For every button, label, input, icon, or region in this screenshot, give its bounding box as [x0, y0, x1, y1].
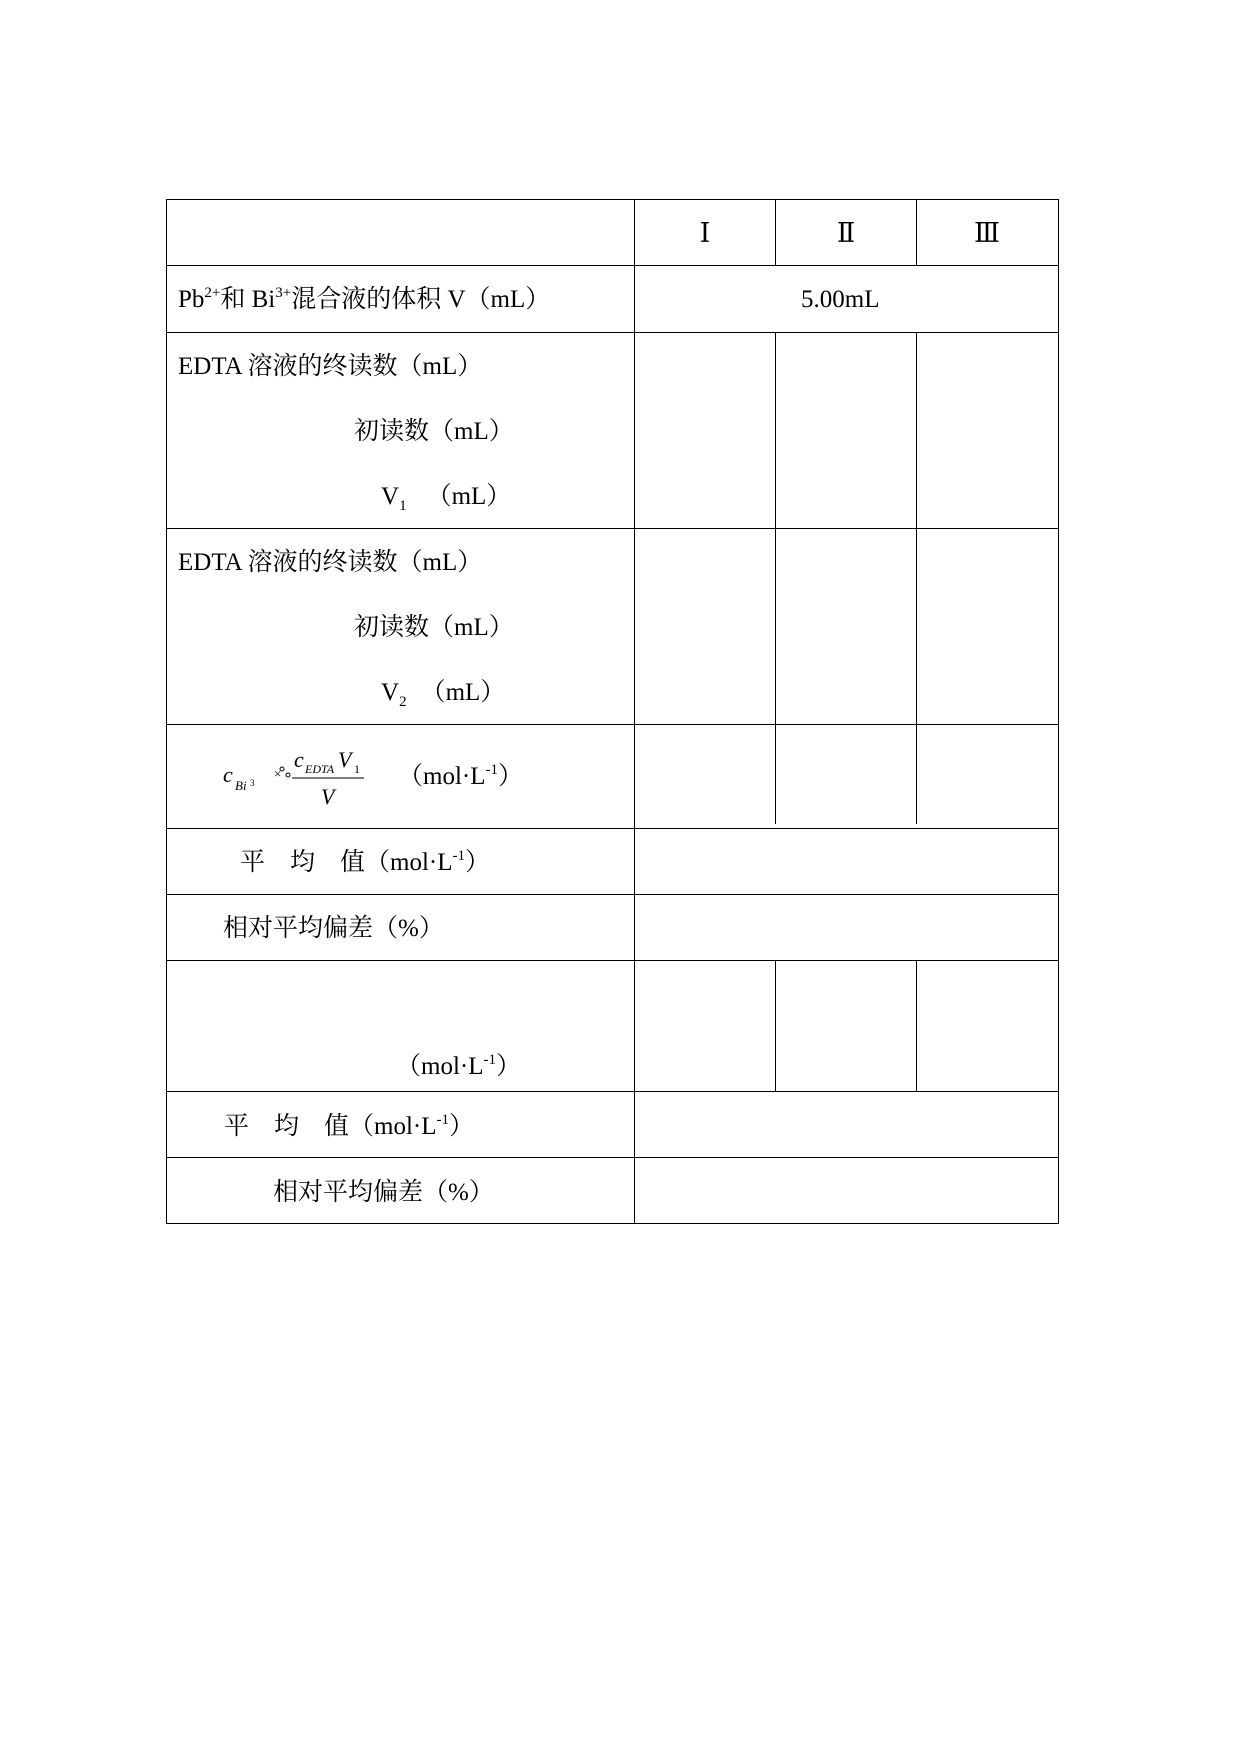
- bi-concentration-unit: [398, 762, 523, 792]
- volume-label-pb: Pb: [178, 286, 205, 313]
- formula-c: c: [223, 762, 233, 787]
- volume-label-rest: 混合液的体积 V（mL）: [291, 286, 551, 313]
- column-header-2: Ⅱ: [836, 218, 856, 248]
- rule-col-3-b: [916, 332, 917, 824]
- rule-row-5: [166, 828, 1059, 829]
- rule-col-2-c: [775, 960, 776, 1091]
- formula-numerator-sub: EDTA: [305, 762, 335, 776]
- rule-row-7: [166, 960, 1059, 961]
- rule-row-6: [166, 894, 1059, 895]
- formula-operator-dot-2: [286, 773, 290, 777]
- pb-concentration-unit-sup: -1: [483, 1052, 496, 1068]
- rule-row-4: [166, 724, 1059, 725]
- titration-2-unit: （mL）: [420, 679, 506, 706]
- average-1-sup: -1: [452, 848, 465, 864]
- rule-col-2-a: [775, 199, 776, 265]
- rule-row-3: [166, 528, 1059, 529]
- rule-col-2-b: [775, 332, 776, 824]
- rule-top: [166, 199, 1059, 200]
- formula-numerator-v: V: [338, 747, 352, 772]
- volume-label-and: 和 Bi: [220, 286, 276, 313]
- titration-1-final-label: EDTA 溶液的终读数（mL）: [178, 353, 483, 380]
- average-2-label: [224, 1112, 474, 1142]
- rule-right: [1058, 199, 1059, 1224]
- average-2-close: ）: [449, 1113, 475, 1140]
- rule-label-divider: [634, 199, 635, 1224]
- formula-c-sub: Bi: [235, 778, 247, 793]
- volume-value: 5.00mL: [801, 286, 880, 313]
- volume-label-bi-charge: 3+: [275, 285, 292, 301]
- bi-concentration-unit-close: ）: [498, 763, 524, 790]
- rule-row-9: [166, 1157, 1059, 1158]
- rule-row-2: [166, 332, 1059, 333]
- average-1-text: 平 均 值（mol·L: [240, 849, 453, 876]
- rel-dev-1-label: 相对平均偏差（%）: [223, 915, 444, 942]
- titration-1-v: V: [381, 483, 400, 510]
- average-2-sup: -1: [436, 1112, 449, 1128]
- rule-row-1: [166, 265, 1059, 266]
- column-header-1: Ⅰ: [699, 218, 711, 248]
- titration-2-final-label: EDTA 溶液的终读数（mL）: [178, 549, 483, 576]
- rule-row-8: [166, 1091, 1059, 1092]
- titration-1-v-sub: 1: [399, 498, 407, 514]
- titration-2-v: V: [381, 679, 400, 706]
- pb-concentration-unit: [396, 1052, 521, 1082]
- bi-concentration-unit-text: （mol·L: [398, 763, 486, 790]
- formula-operator: ×: [274, 766, 282, 781]
- bi-concentration-unit-sup: -1: [485, 762, 498, 778]
- rule-col-3-c: [916, 960, 917, 1091]
- titration-1-unit: （mL）: [426, 483, 512, 510]
- volume-label: [178, 285, 550, 315]
- titration-1-initial-label: 初读数（mL）: [354, 418, 514, 445]
- formula-numerator-c: c: [294, 747, 304, 772]
- rule-left: [166, 199, 167, 1224]
- titration-2-initial-label: 初读数（mL）: [354, 614, 514, 641]
- rel-dev-2-label: 相对平均偏差（%）: [273, 1179, 494, 1206]
- titration-2-volume-label: [381, 678, 505, 708]
- volume-label-pb-charge: 2+: [204, 285, 221, 301]
- average-2-text: 平 均 值（mol·L: [224, 1113, 437, 1140]
- pb-concentration-unit-text: （mol·L: [396, 1053, 484, 1080]
- column-header-3: Ⅲ: [973, 218, 1001, 248]
- pb-concentration-unit-close: ）: [496, 1053, 522, 1080]
- formula-numerator-v-sub: 1: [354, 762, 360, 776]
- average-1-close: ）: [465, 849, 491, 876]
- formula-c-sub-sup: 3: [250, 778, 255, 788]
- rule-bottom: [166, 1223, 1059, 1224]
- rule-col-3-a: [916, 199, 917, 265]
- titration-1-volume-label: [381, 482, 511, 512]
- titration-2-v-sub: 2: [399, 694, 407, 710]
- formula-denominator: V: [321, 784, 335, 809]
- average-1-label: [240, 848, 490, 878]
